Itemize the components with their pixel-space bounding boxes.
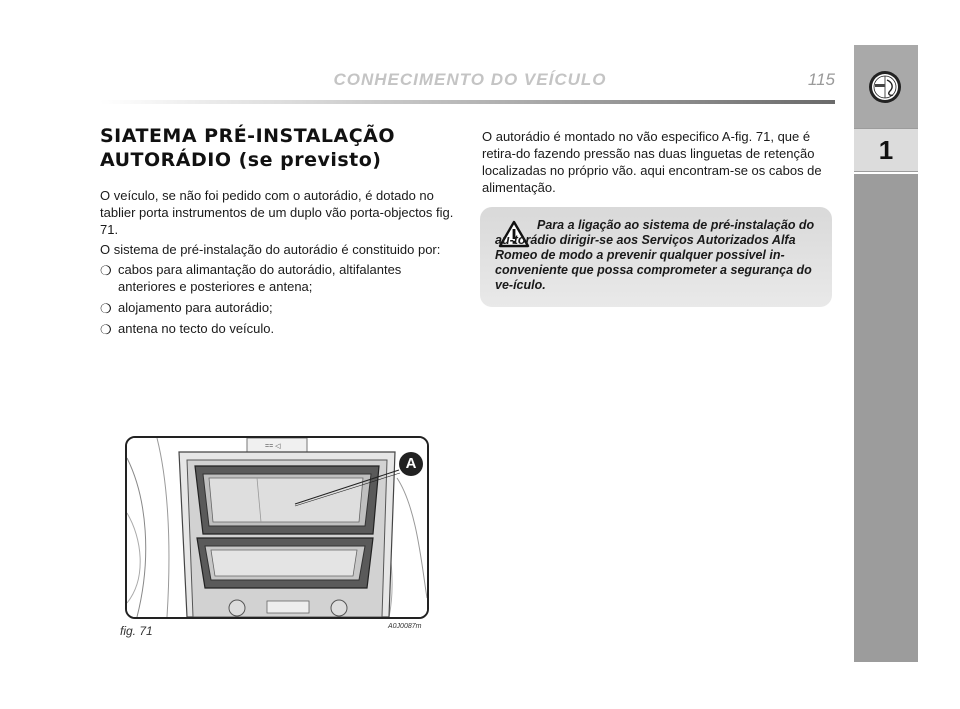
system-paragraph: O sistema de pré-instalação do autorádio é constituido por: (100, 242, 441, 257)
section-title-line1: SIATEMA PRÉ-INSTALAÇÃO (100, 125, 396, 147)
warning-text: Para a ligação ao sistema de pré-instalação do au-torádio dirigir-se aos Serviços Autorizados Alfa Romeo de modo a prevenir qualquer possivel in-conveniente que possa comprometer a segurança do ve-ículo. (495, 218, 815, 292)
page-header-title: CONHECIMENTO DO VEÍCULO (333, 70, 607, 89)
component-list (100, 261, 458, 337)
radio-bay-illustration (127, 438, 427, 617)
bullet-circle-icon: ❍ (100, 301, 112, 316)
figure-code: A0J0087m (388, 623, 422, 630)
svg-text:== ◁: == ◁ (265, 443, 281, 450)
left-column (100, 187, 458, 341)
list-item (100, 320, 458, 337)
list-item (100, 299, 458, 316)
installation-paragraph: O autorádio é montado no vão especifico A-fig. 71, que é retira-do fazendo pressão nas duas linguetas de retenção localizadas no próprio vão. aqui encontram-se os cabos de alimentação. (482, 129, 822, 195)
page-number: 115 (807, 70, 835, 89)
right-column (482, 128, 832, 196)
section-title (100, 124, 460, 172)
list-item-text: cabos para alimantação do autorádio, altifalantes anteriores e posteriores e antena; (118, 262, 402, 294)
figure-71 (125, 436, 429, 619)
bullet-circle-icon: ❍ (100, 322, 112, 337)
list-item-text: antena no tecto do veículo. (118, 321, 275, 336)
list-item (100, 261, 458, 295)
figure-label: fig. 71 (120, 624, 153, 638)
bullet-circle-icon: ❍ (100, 263, 112, 278)
side-separator (854, 172, 918, 174)
chapter-number: 1 (854, 129, 918, 171)
section-title-line2: AUTORÁDIO (se previsto) (100, 149, 382, 171)
callout-label-a: A (405, 455, 417, 472)
alfa-romeo-logo-icon (868, 70, 902, 104)
intro-paragraph: O veículo, se não foi pedido com o autorádio, é dotado no tablier porta instrumentos de um duplo vão porta-objectos fig. 71. (100, 188, 454, 237)
list-item-text: alojamento para autorádio; (118, 300, 273, 315)
header-rule (100, 100, 835, 104)
